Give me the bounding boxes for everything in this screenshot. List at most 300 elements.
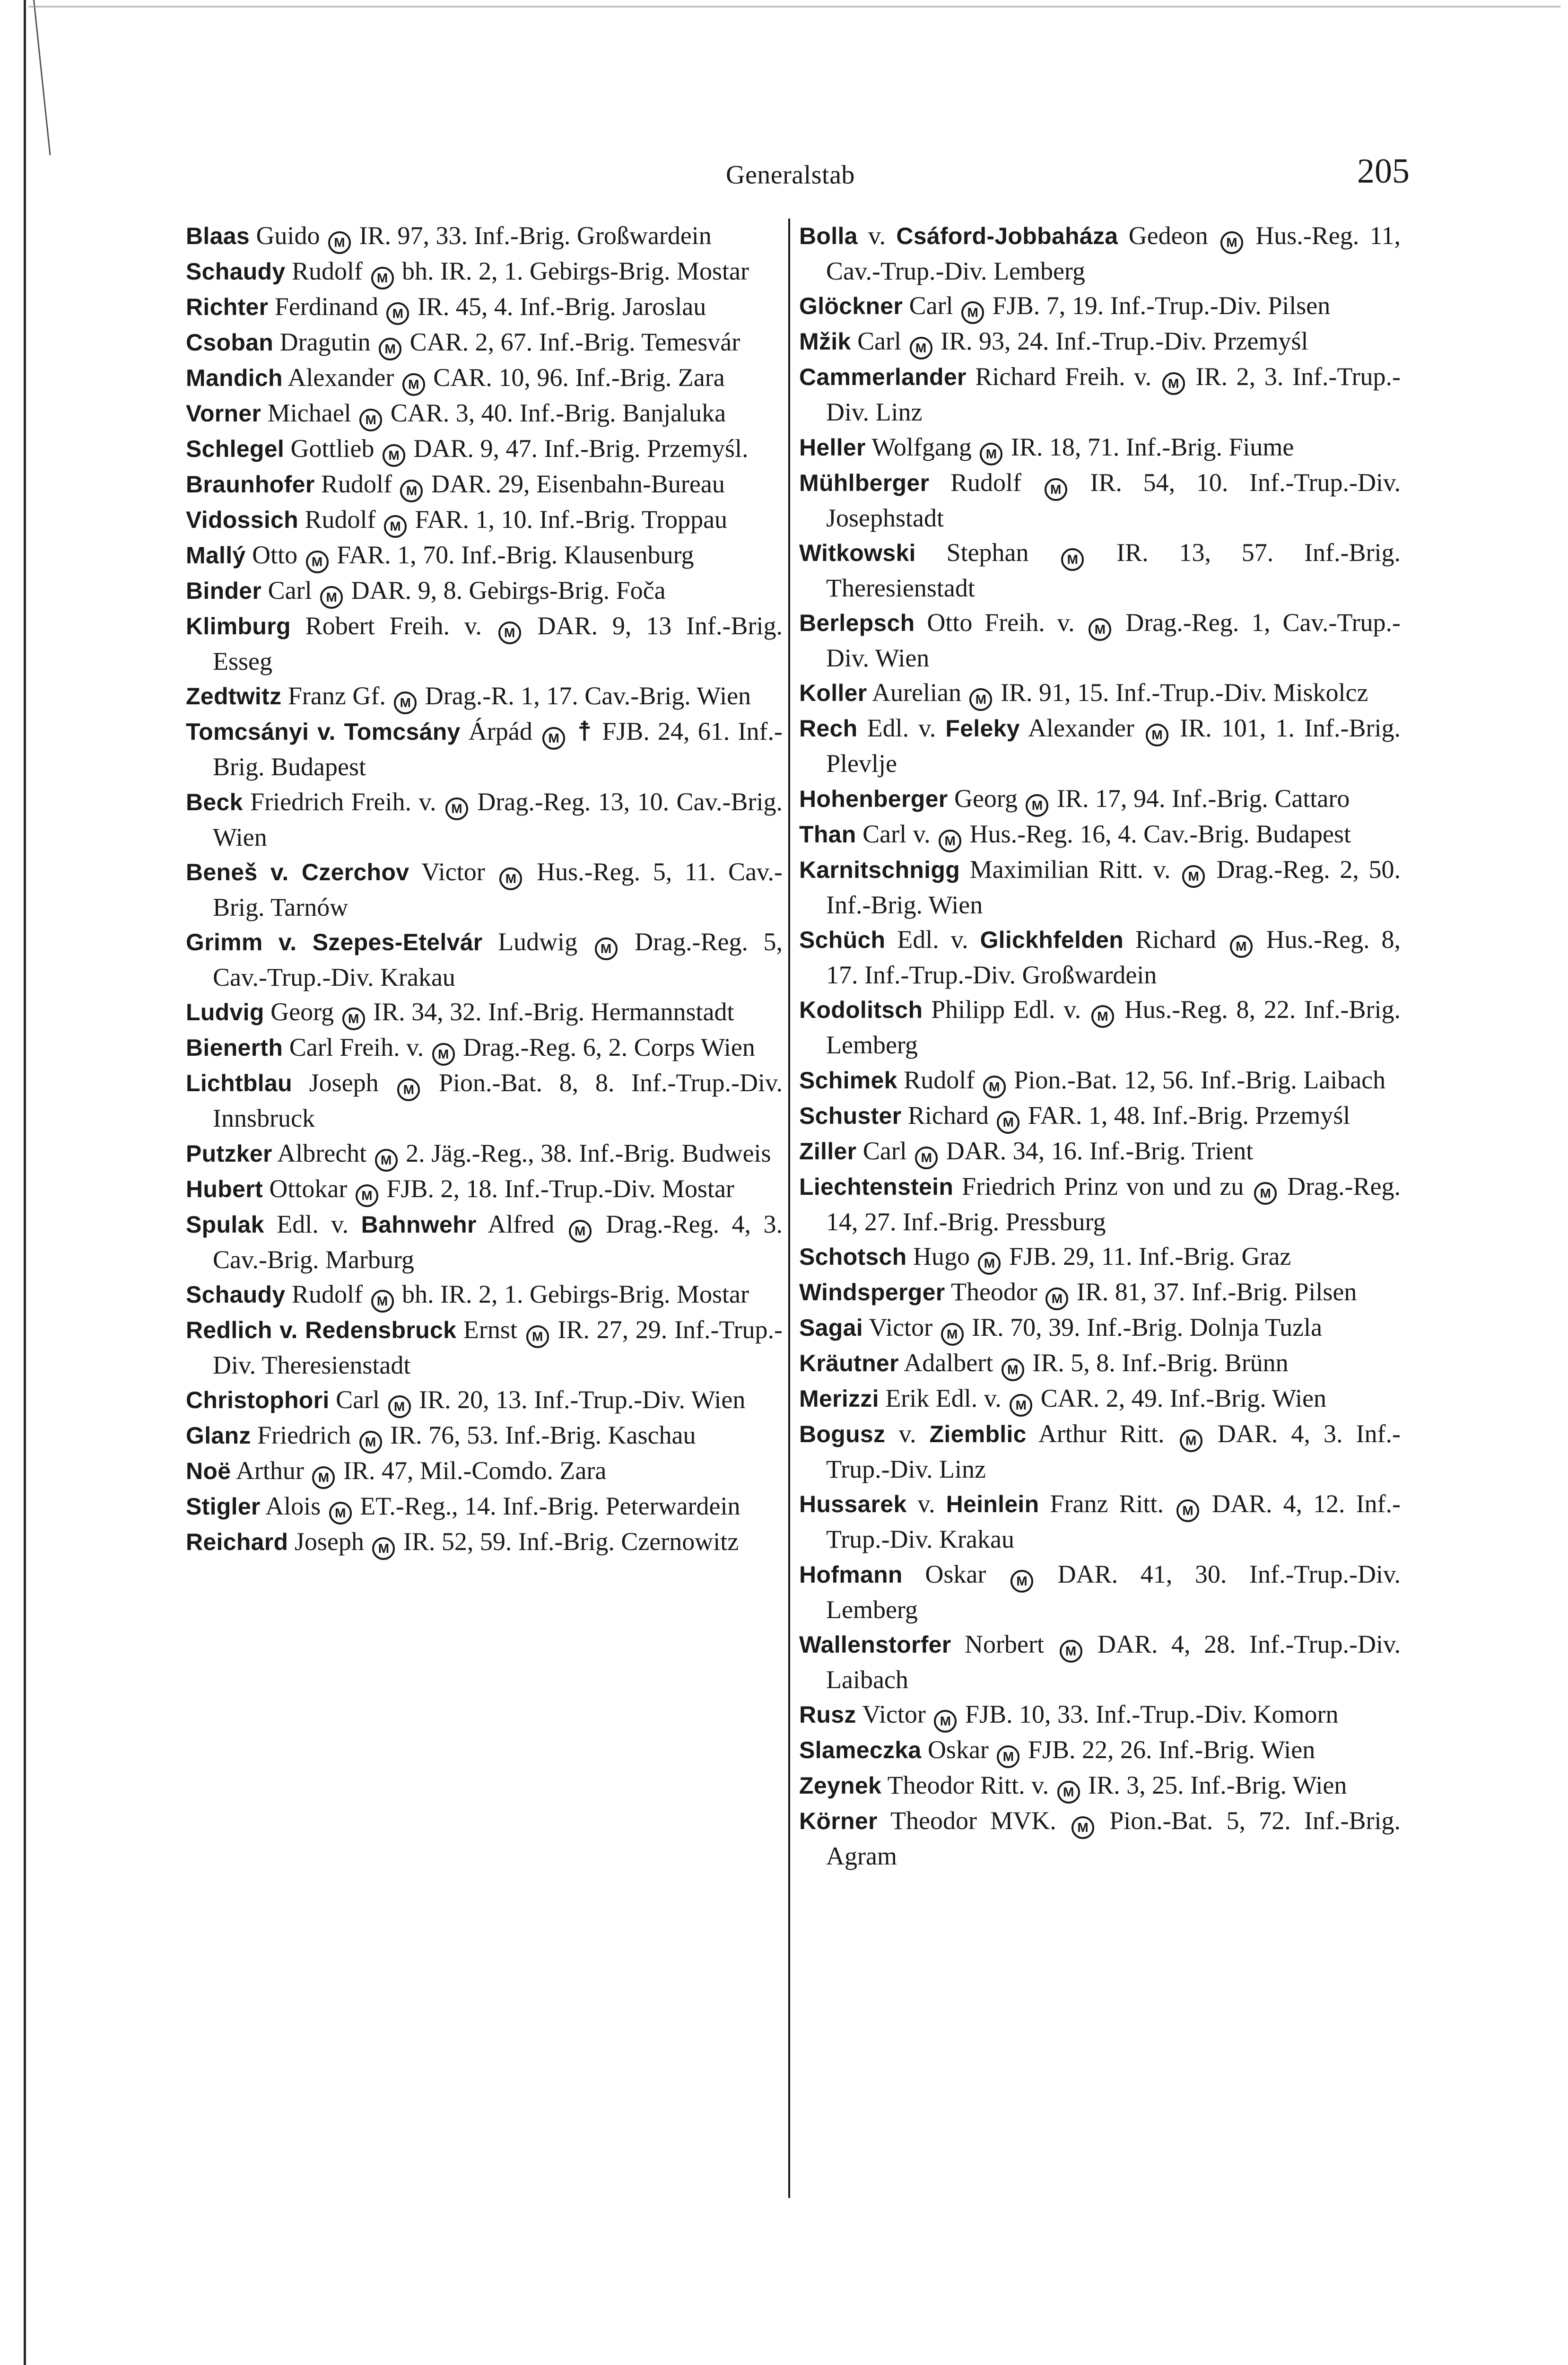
officer-given-name: Theodor Ritt. v.: [881, 1771, 1049, 1800]
officer-given-name: Victor: [856, 1700, 926, 1729]
roster-entry: [186, 1136, 783, 1172]
officer-surname: Berlepsch: [799, 610, 915, 637]
officer-surname: Christophori: [186, 1387, 330, 1414]
officer-given-name: Gedeon: [1118, 221, 1208, 250]
officer-posting: IR. 17, 94. Inf.-Brig. Cattaro: [1056, 784, 1350, 813]
officer-given-name: Victor: [862, 1313, 933, 1341]
roster-entry: [186, 1066, 783, 1136]
medal-m-icon: M: [499, 867, 522, 890]
medal-m-icon: M: [1230, 935, 1253, 958]
roster-entry: [186, 714, 783, 784]
officer-surname: Than: [799, 821, 856, 848]
officer-posting: IR. 47, Mil.-Comdo. Zara: [343, 1456, 607, 1485]
medal-m-icon: M: [997, 1111, 1019, 1134]
roster-entry: [799, 1169, 1401, 1239]
officer-posting: IR. 91, 15. Inf.-Trup.-Div. Miskolcz: [1000, 678, 1368, 707]
officer-surname: Tomcsányi v. Tomcsány: [186, 718, 461, 745]
roster-entry: [186, 679, 783, 714]
medal-m-icon: M: [910, 337, 932, 359]
medal-m-icon: M: [978, 1252, 1001, 1275]
roster-entry: [799, 605, 1401, 675]
officer-posting: Hus.-Reg. 8, 17. Inf.-Trup.-Div. Großwardein: [826, 925, 1401, 990]
medal-m-icon: M: [432, 1043, 455, 1066]
officer-surname: Vidossich: [186, 507, 298, 533]
officer-surname: Noë: [186, 1458, 231, 1485]
officer-given-name: Victor: [409, 857, 485, 886]
roster-entry: [186, 467, 783, 502]
officer-posting: FJB. 22, 26. Inf.-Brig. Wien: [1028, 1735, 1315, 1764]
roster-entry: [799, 1275, 1401, 1310]
roster-entry: [799, 1346, 1401, 1381]
officer-posting: FJB. 29, 11. Inf.-Brig. Graz: [1009, 1242, 1291, 1270]
officer-posting: IR. 97, 33. Inf.-Brig. Großwardein: [359, 221, 712, 250]
roster-entry: [186, 1030, 783, 1066]
roster-entry: [186, 609, 783, 679]
officer-surname: Rusz: [799, 1701, 856, 1728]
medal-m-icon: M: [359, 1431, 382, 1454]
roster-entry: [186, 855, 783, 925]
medal-m-icon: M: [915, 1147, 938, 1169]
officer-given-name: Alexander: [1019, 714, 1134, 743]
officer-posting: Hus.-Reg. 16, 4. Cav.-Brig. Budapest: [969, 819, 1351, 848]
officer-posting: Hus.-Reg. 5, 11. Cav.-Brig. Tarnów: [213, 857, 783, 921]
officer-given-name: Edl. v.: [264, 1209, 361, 1238]
officer-given-name: Ludwig: [482, 928, 578, 956]
officer-surname: Blaas: [186, 223, 250, 249]
medal-m-icon: M: [934, 1710, 957, 1733]
officer-given-name: Norbert: [951, 1629, 1044, 1658]
officer-surname: Hofmann: [799, 1561, 903, 1588]
officer-given-name: Friedrich Prinz von und zu: [953, 1172, 1244, 1200]
medal-m-icon: M: [961, 301, 984, 324]
officer-given-name: Wolfgang: [865, 432, 972, 461]
roster-entry: [186, 289, 783, 325]
medal-m-icon: M: [1180, 1429, 1202, 1452]
officer-posting: bh. IR. 2, 1. Gebirgs-Brig. Mostar: [402, 257, 749, 285]
officer-given-name: v.: [857, 221, 897, 250]
officer-given-name: Carl: [856, 1136, 907, 1165]
roster-entry: [799, 1557, 1401, 1627]
roster-entry: [186, 1313, 783, 1383]
officer-surname: Putzker: [186, 1140, 272, 1167]
officer-given-name: Otto Freih. v.: [915, 608, 1075, 637]
roster-entry: [186, 538, 783, 573]
roster-entry: [799, 1063, 1401, 1098]
cross-icon: ☨: [577, 716, 592, 747]
officer-surname: Csoban: [186, 329, 274, 356]
roster-entry: [186, 1172, 783, 1207]
officer-given-name: Alexander: [282, 363, 394, 392]
medal-m-icon: M: [400, 480, 423, 502]
roster-entry: [186, 219, 783, 254]
medal-m-icon: M: [394, 692, 417, 714]
medal-m-icon: M: [1176, 1499, 1199, 1522]
officer-given-name: Carl v.: [856, 819, 931, 848]
medal-m-icon: M: [569, 1220, 592, 1243]
medal-m-icon: M: [1060, 1640, 1082, 1663]
officer-posting: FAR. 1, 70. Inf.-Brig. Klausenburg: [337, 541, 694, 569]
officer-posting: Pion.-Bat. 8, 8. Inf.-Trup.-Div. Innsbruck: [213, 1069, 783, 1133]
officer-given-name: Richard: [1124, 925, 1216, 954]
roster-entry: [186, 1383, 783, 1418]
officer-surname: Redlich v. Redensbruck: [186, 1317, 457, 1344]
officer-posting: Pion.-Bat. 5, 72. Inf.-Brig. Agram: [826, 1806, 1401, 1871]
officer-surname: Cammerlander: [799, 364, 967, 391]
officer-surname: Reichard: [186, 1529, 288, 1556]
medal-m-icon: M: [383, 444, 405, 467]
medal-m-icon: M: [1220, 231, 1243, 254]
officer-given-name: Georg: [948, 784, 1018, 813]
roster-entry: [186, 1207, 783, 1277]
roster-entry: [799, 992, 1401, 1062]
officer-posting: CAR. 2, 67. Inf.-Brig. Temesvár: [409, 328, 740, 356]
officer-given-name: Oskar: [921, 1735, 989, 1764]
medal-m-icon: M: [1026, 794, 1048, 817]
medal-m-icon: M: [375, 1149, 398, 1172]
medal-m-icon: M: [1089, 618, 1111, 641]
officer-surname: Liechtenstein: [799, 1173, 954, 1200]
officer-given-name: Erik Edl. v.: [879, 1384, 1002, 1412]
officer-posting: IR. 93, 24. Inf.-Trup.-Div. Przemyśl: [941, 327, 1308, 356]
officer-given-name: Carl: [903, 291, 953, 320]
page-number: 205: [1357, 152, 1410, 191]
medal-m-icon: M: [1162, 372, 1185, 395]
officer-given-name: Rudolf: [314, 470, 392, 498]
officer-posting: DAR. 9, 47. Inf.-Brig. Przemyśl.: [413, 434, 749, 463]
roster-entry: [799, 711, 1401, 781]
officer-posting: DAR. 34, 16. Inf.-Brig. Trient: [946, 1136, 1254, 1165]
medal-m-icon: M: [1182, 865, 1205, 888]
officer-given-name: Theodor: [945, 1277, 1037, 1306]
officer-surname: Windsperger: [799, 1279, 945, 1305]
medal-m-icon: M: [402, 373, 425, 396]
roster-entry: [799, 1134, 1401, 1169]
roster-entry: [799, 1098, 1401, 1134]
officer-given-name: Ottokar: [262, 1174, 348, 1203]
officer-posting: Drag.-R. 1, 17. Cav.-Brig. Wien: [425, 682, 751, 710]
officer-surname: Schuster: [799, 1102, 902, 1129]
roster-entry: [186, 1418, 783, 1454]
officer-surname: Schotsch: [799, 1243, 907, 1270]
page-binding-edge-secondary: [33, 0, 51, 155]
medal-m-icon: M: [320, 586, 343, 609]
officer-surname: Witkowski: [799, 539, 916, 566]
officer-surname: Karnitschnigg: [799, 856, 960, 883]
officer-given-name: Rudolf: [897, 1065, 975, 1094]
officer-posting: bh. IR. 2, 1. Gebirgs-Brig. Mostar: [402, 1280, 749, 1309]
officer-posting: IR. 52, 59. Inf.-Brig. Czernowitz: [403, 1527, 739, 1556]
officer-given-name: Michael: [261, 399, 351, 427]
roster-entry: [799, 1697, 1401, 1733]
officer-surname: Glöckner: [799, 293, 903, 320]
roster-entry: [186, 925, 783, 995]
officer-given-name: Arthur Ritt.: [1026, 1419, 1165, 1448]
roster-entry: [186, 1524, 783, 1560]
roster-entry: [799, 535, 1401, 605]
officer-posting: CAR. 2, 49. Inf.-Brig. Wien: [1040, 1384, 1327, 1412]
officer-posting: CAR. 3, 40. Inf.-Brig. Banjaluka: [390, 399, 726, 427]
officer-given-name: Otto: [245, 541, 298, 569]
medal-m-icon: M: [328, 231, 351, 254]
medal-m-icon: M: [388, 1395, 411, 1418]
officer-posting: IR. 5, 8. Inf.-Brig. Brünn: [1032, 1348, 1289, 1377]
roster-entry: [799, 324, 1401, 359]
officer-given-name: Alfred: [476, 1209, 555, 1238]
medal-m-icon: M: [1045, 478, 1067, 501]
officer-surname: Zeynek: [799, 1772, 882, 1799]
medal-m-icon: M: [1010, 1570, 1033, 1593]
roster-entry: [799, 1417, 1401, 1487]
roster-entry: [186, 1454, 783, 1489]
medal-m-icon: M: [356, 1184, 378, 1207]
officer-surname: Mžik: [799, 328, 851, 355]
medal-m-icon: M: [329, 1502, 352, 1524]
officer-surname: Lichtblau: [186, 1070, 292, 1097]
medal-m-icon: M: [1146, 724, 1168, 746]
officer-predicate: Bahnwehr: [361, 1211, 477, 1238]
officer-given-name: Rudolf: [285, 257, 363, 285]
officer-given-name: Joseph: [292, 1069, 379, 1097]
officer-posting: FJB. 7, 19. Inf.-Trup.-Div. Pilsen: [992, 291, 1331, 320]
officer-surname: Binder: [186, 578, 262, 604]
officer-surname: Richter: [186, 294, 269, 320]
officer-given-name: Edl. v.: [857, 714, 946, 743]
roster-entry: [186, 502, 783, 538]
officer-posting: IR. 70, 39. Inf.-Brig. Dolnja Tuzla: [972, 1313, 1323, 1341]
roster-entry: [186, 360, 783, 396]
roster-entry: [799, 1310, 1401, 1346]
officer-posting: Drag.-Reg. 14, 27. Inf.-Brig. Pressburg: [826, 1172, 1401, 1236]
officer-given-name: Georg: [264, 998, 334, 1026]
column-divider: [788, 219, 790, 2198]
officer-given-name: Aurelian: [867, 678, 961, 707]
officer-surname: Schlegel: [186, 436, 285, 462]
roster-entry: [186, 785, 783, 855]
officer-posting: DAR. 41, 30. Inf.-Trup.-Div. Lemberg: [826, 1559, 1401, 1624]
officer-surname: Bogusz: [799, 1420, 886, 1447]
officer-surname: Glanz: [186, 1422, 251, 1449]
officer-given-name: Ferdinand: [268, 292, 378, 321]
officer-posting: CAR. 10, 96. Inf.-Brig. Zara: [433, 363, 725, 392]
medal-m-icon: M: [372, 1537, 395, 1560]
roster-entry: [186, 1489, 783, 1524]
officer-given-name: Hugo: [906, 1242, 970, 1270]
officer-given-name: Carl Freih. v.: [283, 1033, 424, 1062]
medal-m-icon: M: [397, 1078, 420, 1101]
roster-entry: [799, 1239, 1401, 1275]
officer-surname: Grimm v. Szepes-Etelvár: [186, 929, 483, 956]
roster-entry: [186, 325, 783, 360]
officer-surname: Schimek: [799, 1067, 897, 1094]
officer-given-name: Guido: [249, 221, 320, 250]
medal-m-icon: M: [1045, 1288, 1068, 1310]
medal-m-icon: M: [983, 1076, 1006, 1098]
officer-surname: Kodolitsch: [799, 997, 923, 1024]
officer-given-name: Richard: [901, 1101, 989, 1130]
officer-surname: Bienerth: [186, 1034, 283, 1061]
medal-m-icon: M: [379, 338, 401, 360]
officer-surname: Klimburg: [186, 613, 291, 639]
medal-m-icon: M: [359, 409, 382, 431]
roster-entry: [799, 675, 1401, 711]
officer-given-name: Friedrich: [251, 1421, 351, 1450]
officer-posting: Drag.-Reg. 5, Cav.-Trup.-Div. Krakau: [213, 928, 783, 992]
officer-given-name: Theodor MVK.: [877, 1806, 1056, 1835]
officer-surname: Mühlberger: [799, 469, 930, 496]
officer-posting: Hus.-Reg. 8, 22. Inf.-Brig. Lemberg: [826, 995, 1401, 1060]
officer-posting: Drag.-Reg. 13, 10. Cav.-Brig. Wien: [213, 787, 783, 851]
officer-given-name: Albrecht: [272, 1139, 367, 1167]
officer-given-name: Rudolf: [285, 1280, 363, 1309]
officer-given-name: Gottlieb: [284, 434, 375, 463]
officer-posting: IR. 45, 4. Inf.-Brig. Jaroslau: [417, 292, 706, 321]
officer-given-name: Philipp Edl. v.: [923, 995, 1081, 1024]
roster-entry: [799, 1768, 1401, 1804]
roster-entry: [186, 1277, 783, 1313]
officer-given-name: Oskar: [902, 1559, 986, 1588]
officer-posting: IR. 18, 71. Inf.-Brig. Fiume: [1010, 432, 1294, 461]
officer-surname: Ziller: [799, 1138, 857, 1165]
roster-entry: [799, 1381, 1401, 1417]
roster-entry: [186, 254, 783, 289]
officer-surname: Mandich: [186, 365, 283, 391]
medal-m-icon: M: [526, 1325, 549, 1348]
medal-m-icon: M: [1061, 548, 1084, 571]
officer-given-name: Edl. v.: [885, 925, 980, 954]
officer-surname: Kräutner: [799, 1349, 899, 1376]
officer-posting: Drag.-Reg. 2, 50. Inf.-Brig. Wien: [826, 855, 1401, 919]
officer-surname: Körner: [799, 1808, 878, 1835]
officer-surname: Ludvig: [186, 999, 264, 1026]
officer-surname: Sagai: [799, 1314, 863, 1341]
roster-entry: [186, 995, 783, 1030]
medal-m-icon: M: [542, 727, 565, 750]
officer-predicate: Feleky: [945, 715, 1020, 742]
medal-m-icon: M: [1002, 1358, 1024, 1381]
officer-surname: Vorner: [186, 400, 261, 427]
officer-posting: IR. 13, 57. Inf.-Brig. Theresienstadt: [826, 538, 1401, 602]
officer-surname: Braunhofer: [186, 471, 315, 498]
roster-entry: [799, 1487, 1401, 1557]
roster-entry: [799, 1804, 1401, 1874]
officer-given-name: Árpád: [460, 717, 532, 746]
officer-given-name: v.: [885, 1419, 930, 1448]
officer-surname: Koller: [799, 680, 867, 707]
roster-entry: [799, 465, 1401, 535]
officer-given-name: Arthur: [231, 1456, 304, 1485]
officer-given-name: Carl: [329, 1385, 380, 1414]
officer-posting: IR. 3, 25. Inf.-Brig. Wien: [1088, 1771, 1347, 1800]
roster-entry: [799, 289, 1401, 324]
officer-posting: DAR. 4, 28. Inf.-Trup.-Div. Laibach: [826, 1629, 1401, 1694]
medal-m-icon: M: [997, 1745, 1019, 1768]
officer-surname: Schaudy: [186, 258, 286, 285]
roster-entry: [799, 781, 1401, 817]
officer-given-name: v.: [906, 1489, 946, 1518]
roster-entry: [186, 573, 783, 609]
officer-given-name: Maximilian Ritt. v.: [960, 855, 1171, 884]
officer-posting: 2. Jäg.-Reg., 38. Inf.-Brig. Budweis: [406, 1139, 771, 1167]
officer-surname: Stigler: [186, 1493, 261, 1520]
right-column: [799, 219, 1401, 1874]
officer-surname: Heller: [799, 434, 866, 461]
officer-posting: DAR. 9, 13 Inf.-Brig. Esseg: [213, 612, 783, 675]
medal-m-icon: M: [386, 302, 409, 325]
officer-given-name: Franz Ritt.: [1039, 1489, 1164, 1518]
officer-posting: IR. 54, 10. Inf.-Trup.-Div. Josephstadt: [826, 468, 1401, 532]
officer-posting: Drag.-Reg. 6, 2. Corps Wien: [463, 1033, 755, 1062]
roster-entry: [799, 852, 1401, 922]
officer-posting: DAR. 9, 8. Gebirgs-Brig. Foča: [351, 576, 666, 604]
officer-surname: Merizzi: [799, 1385, 879, 1412]
medal-m-icon: M: [371, 267, 394, 289]
medal-m-icon: M: [1254, 1182, 1277, 1205]
officer-posting: Drag.-Reg. 4, 3. Cav.-Brig. Marburg: [213, 1209, 783, 1274]
officer-surname: Wallenstorfer: [799, 1631, 951, 1658]
officer-given-name: Richard Freih. v.: [966, 362, 1152, 391]
officer-posting: IR. 27, 29. Inf.-Trup.-Div. Theresienstadt: [213, 1315, 783, 1380]
officer-given-name: Carl: [851, 327, 902, 356]
roster-entry: [799, 359, 1401, 429]
officer-given-name: Carl: [261, 576, 312, 604]
page-binding-edge: [24, 0, 26, 2365]
officer-posting: Hus.-Reg. 11, Cav.-Trup.-Div. Lemberg: [826, 221, 1401, 285]
officer-posting: FJB. 2, 18. Inf.-Trup.-Div. Mostar: [386, 1174, 734, 1203]
officer-posting: IR. 101, 1. Inf.-Brig. Plevlje: [826, 714, 1401, 778]
officer-posting: Drag.-Reg. 1, Cav.-Trup.-Div. Wien: [826, 608, 1401, 673]
roster-entry: [799, 817, 1401, 852]
officer-posting: DAR. 29, Eisenbahn-Bureau: [431, 470, 725, 498]
officer-posting: Pion.-Bat. 12, 56. Inf.-Brig. Laibach: [1014, 1065, 1386, 1094]
medal-m-icon: M: [595, 937, 618, 960]
roster-entry: [799, 430, 1401, 465]
officer-surname: Rech: [799, 715, 858, 742]
officer-posting: DAR. 4, 12. Inf.-Trup.-Div. Krakau: [826, 1489, 1401, 1554]
officer-surname: Schüch: [799, 927, 886, 954]
officer-given-name: Dragutin: [273, 328, 371, 356]
officer-predicate: Glickhfelden: [980, 927, 1124, 954]
officer-posting: IR. 20, 13. Inf.-Trup.-Div. Wien: [419, 1385, 746, 1414]
medal-m-icon: M: [384, 515, 407, 538]
officer-given-name: Rudolf: [929, 468, 1021, 497]
officer-surname: Beneš v. Czerchov: [186, 858, 409, 885]
page-top-edge: [28, 6, 1560, 8]
officer-given-name: Joseph: [288, 1527, 364, 1556]
officer-surname: Mallý: [186, 542, 246, 569]
medal-m-icon: M: [1091, 1005, 1114, 1028]
officer-given-name: Friedrich Freih. v.: [243, 787, 436, 816]
medal-m-icon: M: [1057, 1781, 1080, 1804]
officer-surname: Zedtwitz: [186, 683, 282, 710]
medal-m-icon: M: [498, 622, 521, 644]
medal-m-icon: M: [969, 688, 992, 711]
officer-posting: FAR. 1, 10. Inf.-Brig. Troppau: [415, 505, 728, 534]
officer-surname: Bolla: [799, 223, 858, 249]
officer-surname: Hohenberger: [799, 785, 948, 812]
officer-posting: IR. 34, 32. Inf.-Brig. Hermannstadt: [373, 998, 734, 1026]
officer-posting: IR. 76, 53. Inf.-Brig. Kaschau: [390, 1421, 696, 1450]
medal-m-icon: M: [939, 830, 961, 852]
medal-m-icon: M: [941, 1323, 964, 1346]
running-title: Generalstab: [726, 160, 855, 190]
officer-surname: Hubert: [186, 1175, 263, 1202]
officer-posting: ET.-Reg., 14. Inf.-Brig. Peterwardein: [360, 1492, 740, 1521]
officer-given-name: Franz Gf.: [281, 682, 386, 710]
medal-m-icon: M: [445, 797, 468, 820]
officer-given-name: Stephan: [915, 538, 1029, 567]
medal-m-icon: M: [980, 443, 1002, 465]
medal-m-icon: M: [312, 1466, 335, 1489]
